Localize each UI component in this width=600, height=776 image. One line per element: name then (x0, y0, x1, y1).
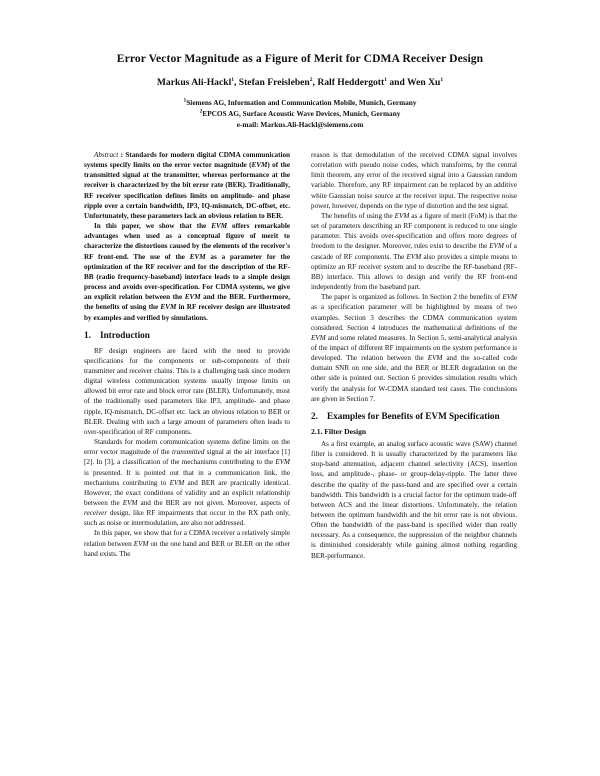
paper-title: Error Vector Magnitude as a Figure of Merit for CDMA Receiver Design (116, 52, 484, 65)
section-heading: 2. Examples for Benefits of EVM Specification (311, 410, 500, 421)
body-paragraph: Standards for modern communication systems define limits on the error vector magnitude of the transmitted signal at the air interface [1][2]. In [3], a classification of the mechanisms contributing to the EVM is presented. It is pointed out that in a communication link, the mechanisms contributing to EVM and BER are practically identical. However, the exact conditions of validity and an explicit relationship between the EVM and the BER are not given. Moreover, aspects of receiver design, like RF impairments that occur in the RX path only, such as noise or intermodulation, are also not addressed. (84, 438, 290, 528)
subsection-heading: 2.1. Filter Design (311, 426, 367, 436)
abstract-paragraph: Abstract : Standards for modern digital CDMA communication systems specify limits on the error vector magnitude (EVM) of the transmitted signal at the transmitter, whereas performance at the receiver is characterized by the bit error rate (BER). Traditionally, RF receiver specification defines limits on amplitude- and phase ripple over a certain bandwidth, IP3, IQ-mismatch, DC-offset, etc. Unfortunately, these parameters lack an obvious relation to BER. (84, 151, 290, 220)
affiliation-mark: 1 (440, 76, 444, 83)
contact-email: e-mail: Markus.Ali-Hackl@siemens.com (236, 120, 364, 129)
body-paragraph: reason is that demodulation of the received CDMA signal involves correlation with pseudo noise codes, which transforms, by the central limit theorem, any error of the received signal into a Gaussian random variable. Therefore, any RF impairment can be replaced by an additive white Gaussian noise source at the receiver input. The respective noise power, however, depends on the type of distortion and the test signal. (311, 151, 517, 210)
right-column (311, 150, 517, 561)
author-name: Ralf Heddergott (317, 77, 385, 88)
author-line: Markus Ali-Hackl$^1$, Stefan Freisleben$^2$, Ralf Heddergott$^1$ and Wen Xu$^1$ (156, 76, 444, 88)
author-name: Stefan Freisleben (238, 77, 310, 88)
body-paragraph: The benefits of using the EVM as a figure of merit (FoM) is that the set of parameters describing an RF component is reduced to one single parameter. This avoids over-specification and offers more degrees of freedom to the designer. Moreover, rules exist to describe the EVM of a cascade of RF components. The EVM also provides a simple means to optimize an RF receiver system and to describe the RF-baseband (RF-BB) interface. This allows to design and verify the RF front-end independently from the baseband part. (311, 211, 517, 292)
abstract-label: Abstract (94, 151, 119, 159)
body-paragraph: The paper is organized as follows. In Section 2 the benefits of EVM as a specification parameter will be highlighted by means of two examples. Section 3 describes the CDMA communication system considered. Section 4 introduces the mathematical definitions of the EVM and some related measures. In Section 5, semi-analytical analysis of the impact of different RF impairments on the system performance is developed. The relation between the EVM and the so-called code domain SNR on one side, and the BER or BLER degradation on the other side is pointed out. Section 6 provides simulation results which verify the analysis for W-CDMA standard test cases. The conclusions are given in Section 7. (311, 293, 517, 403)
abstract-paragraph: In this paper, we show that the EVM offers remarkable advantages when used as a conceptual figure of merit to characterize the distortions caused by the elements of the receiver's RF front-end. The use of the EVM as a parameter for the optimization of the RF receiver and for the description of the RF-BB (radio frequency-baseband) interface leads to a simple design process and avoids over-specification. For CDMA systems, we give an explicit relation between the EVM and the BER. Furthermore, the benefits of using the EVM in RF receiver design are illustrated by examples and verified by simulations. (84, 222, 290, 322)
section-heading: 1. Introduction (84, 329, 150, 340)
affiliation-1: $^1$Siemens AG, Information and Communication Mobile, Munich, Germany (183, 97, 417, 107)
affiliation-mark: 1 (384, 76, 387, 83)
abstract (84, 150, 290, 323)
body-paragraph: As a first example, an analog surface acoustic wave (SAW) channel filter is considered. It is usually characterized by the parameters like stop-band attenuation, adjacent channel selectivity (ACS), insertion loss, and amplitude-, phase- or group-delay-ripple. The latter three describe the quality of the pass-band and are specified over a certain bandwidth. This bandwidth is a crucial factor for the optimum trade-off between ACS and the linear distortions. Unfortunately, the relation between the optimum bandwidth and the bit error rate is not obvious. Often the bandwidth of the pass-band is specified wider than really necessary. As a consequence, the suppression of the neighbor channels is diminished considerably while gaining almost nothing regarding BER-performance. (311, 439, 517, 560)
affiliation-mark: 1 (231, 76, 234, 83)
left-column (84, 150, 290, 559)
affiliation-2: $^2$EPCOS AG, Surface Acoustic Wave Devices, Munich, Germany (199, 108, 401, 118)
author-name: Wen Xu (407, 77, 441, 88)
body-paragraph: In this paper, we show that for a CDMA receiver a relatively simple relation between EVM on the one hand and BER or BLER on the other hand exists. The (84, 529, 291, 558)
body-paragraph: RF design engineers are faced with the need to provide specifications for the components or sub-components of their transmitter and receiver chains. This is a challenging task since modern digital wireless communication systems usually impose limits on allowed bit error rate and block error rate (BLER). Unfortunately, most of the traditionally used parameters like IP3, amplitude- and phase ripple, IQ-mismatch, DC-offset etc. lack an obvious relation to BER or BLER. Dealing with such a large amount of parameters often leads to over-specification of RF components. (84, 346, 290, 436)
author-name: Markus Ali-Hackl (156, 77, 232, 88)
affiliation-mark: 2 (309, 76, 313, 83)
